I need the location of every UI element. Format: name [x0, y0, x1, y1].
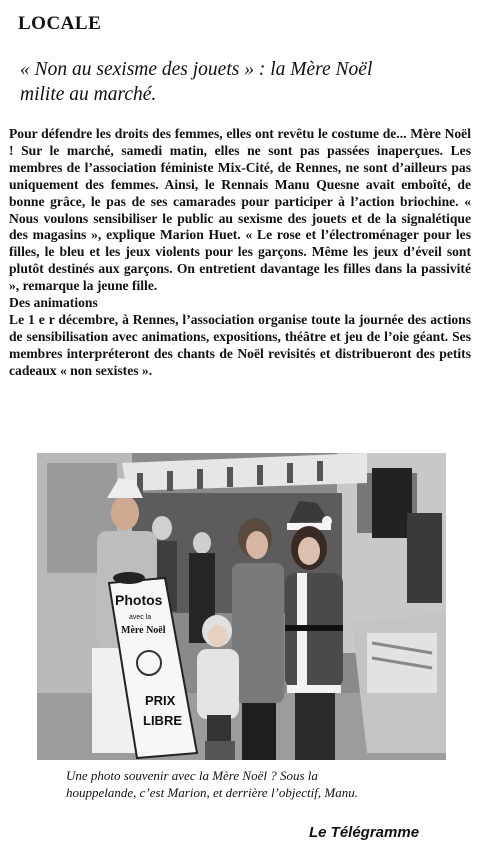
photo-illustration [37, 453, 446, 760]
headline-line-1: « Non au sexisme des jouets » : la Mère Noël [20, 59, 373, 80]
headline [20, 57, 475, 107]
article-body [9, 126, 471, 380]
sign-text-4: PRIX [145, 693, 176, 708]
section-label: LOCALE [18, 13, 102, 34]
subhead: Des animations [9, 295, 98, 311]
headline-line-2: milite au marché. [20, 84, 157, 105]
source-credit: Le Télégramme [309, 824, 420, 841]
caption-line-2: houppelande, c’est Marion, et derrière l’objectif, Manu. [66, 785, 358, 800]
photo-caption [66, 767, 446, 801]
paragraph-2: Le 1 e r décembre, à Rennes, l’association organise toute la journée des actions de sensibilisation avec animations, expositions, théâtre et jeu de l’oie géant. Ses membres interpréteront des chants de Noël revisités et distribueront des petits cadeaux « non sexistes ». [9, 311, 471, 378]
sign-text-2: avec la [129, 614, 152, 621]
paragraph-1: Pour défendre les droits des femmes, elles ont revêtu le costume de... Mère Noël ! Sur le marché, samedi matin, elles ne sont pas passées inaperçues. Les membres de l’association féministe Mix-Cité, de Rennes, ne sont d’ailleurs pas uniquement des femmes. Ainsi, le Rennais Manu Quesne avait emboîté, de bonne grâce, le pas de ses camarades pour participer à l’action briochine. « Nous voulons sensibiliser le public au sexisme des jouets et de la signalétique des magasins », explique Marion Huet. « Le rose et l’électroménager pour les filles, le bleu et les jeux violents pour les garçons. Même les jeux d’éveil sont plutôt destinés aux garçons. On entretient davantage les filles dans la passivité », remarque la jeune fille. [9, 126, 471, 294]
news-photo [37, 453, 446, 760]
sign-text-1: Photos [115, 592, 163, 608]
caption-line-1: Une photo souvenir avec la Mère Noël ? Sous la [66, 768, 318, 783]
sign-text-5: LIBRE [143, 713, 182, 728]
sign-text-3: Mère Noël [121, 625, 166, 636]
